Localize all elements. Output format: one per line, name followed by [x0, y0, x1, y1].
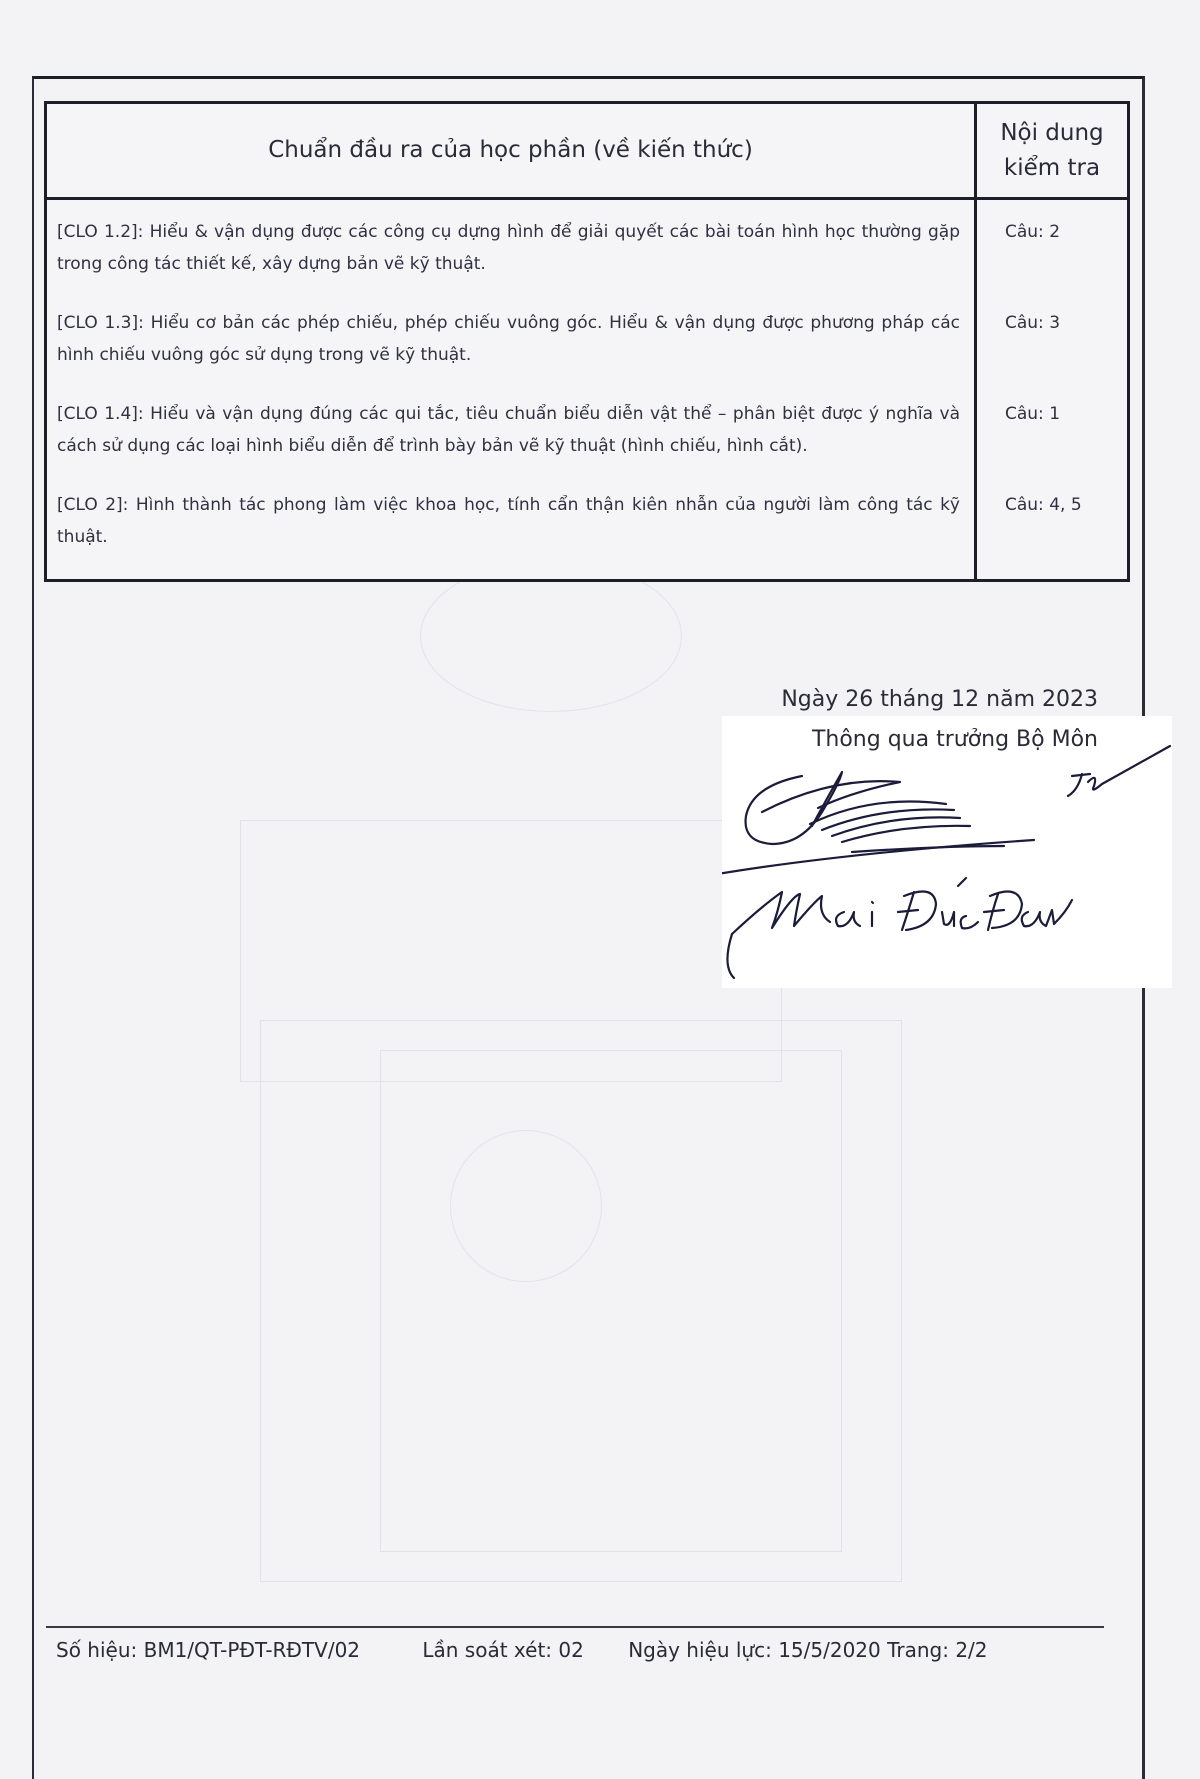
table-header-row — [46, 103, 1129, 199]
header-learning-outcomes: Chuẩn đầu ra của học phần (về kiến thức) — [46, 103, 976, 199]
clo-description — [46, 473, 976, 581]
clo-text: Hiểu & vận dụng được các công cụ dựng hình để giải quyết các bài toán hình học thường gặp trong công tác thiết kế, xây dựng bản vẽ kỹ thuật. — [57, 222, 960, 274]
clo-table — [44, 101, 1130, 582]
footer-revision: Lần soát xét: 02 — [422, 1638, 584, 1662]
question-ref: Câu: 4, 5 — [976, 473, 1129, 581]
clo-description — [46, 199, 976, 292]
signature-title: Thông qua trưởng Bộ Môn — [811, 727, 1098, 752]
signature-date: Ngày 26 tháng 12 năm 2023 — [781, 687, 1098, 712]
clo-description — [46, 382, 976, 473]
clo-text: Hiểu và vận dụng đúng các qui tắc, tiêu chuẩn biểu diễn vật thể – phân biệt được ý nghĩa và cách sử dụng các loại hình biểu diễn để trình bày bản vẽ kỹ thuật (hình chiếu, hình cắt). — [57, 404, 960, 456]
header-checked-content: Nội dung kiểm tra — [976, 103, 1129, 199]
clo-text: Hình thành tác phong làm việc khoa học, tính cẩn thận kiên nhẫn của người làm công tác kỹ thuật. — [57, 495, 960, 547]
footer-effective-date-page: Ngày hiệu lực: 15/5/2020 Trang: 2/2 — [628, 1638, 988, 1662]
clo-code: [CLO 1.4]: — [57, 404, 144, 424]
footer-divider — [46, 1626, 1104, 1628]
question-ref: Câu: 1 — [976, 382, 1129, 473]
clo-text: Hiểu cơ bản các phép chiếu, phép chiếu vuông góc. Hiểu & vận dụng được phương pháp các hình chiếu vuông góc sử dụng trong vẽ kỹ thuật. — [57, 313, 960, 365]
clo-code: [CLO 1.2]: — [57, 222, 144, 242]
table-row — [46, 382, 1129, 473]
clo-code: [CLO 2]: — [57, 495, 129, 515]
question-ref: Câu: 3 — [976, 291, 1129, 382]
footer-document-code: Số hiệu: BM1/QT-PĐT-RĐTV/02 — [56, 1638, 361, 1662]
clo-code: [CLO 1.3]: — [57, 313, 144, 333]
table-row — [46, 291, 1129, 382]
clo-description — [46, 291, 976, 382]
table-row — [46, 473, 1129, 581]
footer — [56, 1638, 1126, 1662]
question-ref: Câu: 2 — [976, 199, 1129, 292]
signature-block — [700, 680, 1100, 760]
table-row — [46, 199, 1129, 292]
